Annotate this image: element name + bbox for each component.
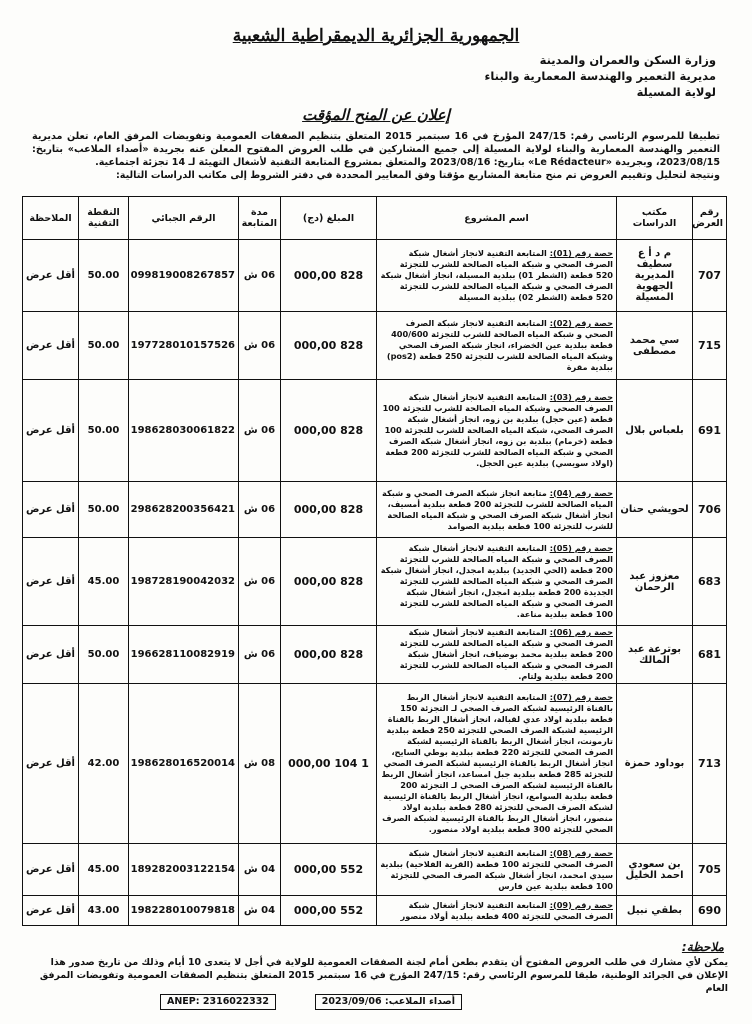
amount: 828 000,00 <box>281 538 377 626</box>
project-description <box>377 844 617 896</box>
offer-number: 715 <box>693 312 727 380</box>
lot-label: حصة رقم (09): <box>549 899 613 910</box>
lot-label: حصة رقم (05): <box>549 543 613 553</box>
remark: أقل عرض <box>23 626 79 684</box>
lot-label: حصة رقم (04): <box>549 487 613 498</box>
table-row <box>23 380 727 482</box>
project-text: المتابعة التقنية لانجاز أشغال الربط بالقناة الرئيسية لشبكة الصرف الصحي لـ التجزئة 150 قطعة ببلدية اولاد عدي لقبالة، انجاز أشغال الربط بالقناة الرئيسية لشبكة الصرف الصحي للتجزئة 250 قطعة ببلدية تارمونت، انجاز أشغال الربط بالقناة الرئيسية لشبكة الصرف الصحي للتجزئة 220 قطعة ببلدية بوطي السايح، انجاز أشغال الربط بالقناة الرئيسية لشبكة الصرف الصحي للتجزئة 285 قطعة ببلدية جبل امساعد، انجاز أشغال الربط بالقناة الرئيسية لشبكة الصرف الصحي لـ التجزئة 200 قطعة ببلدية السوامع، انجاز أشغال الربط بالقناة الرئيسية لشبكة الصرف الصحي للتجزئة 280 قطعة ببلدية اولاد منصور، انجاز أشغال الربط بالقناة الرئيسية لشبكة الصرف الصحي للتجزئة 300 قطعة ببلدية اولاد منصور. <box>381 692 613 834</box>
tax-id: 198728190042032 <box>129 538 239 626</box>
technical-score: 50.00 <box>79 482 129 538</box>
project-description <box>377 380 617 482</box>
office-name: بطقي نبيل <box>617 896 693 926</box>
technical-score: 45.00 <box>79 538 129 626</box>
directorate-line: مديرية التعمير والهندسة المعمارية والبناء <box>484 69 716 83</box>
duration: 06 ش <box>239 482 281 538</box>
table-row <box>23 240 727 312</box>
tax-id: 189282003122154 <box>129 844 239 896</box>
tax-id: 099819008267857 <box>129 240 239 312</box>
header-amount: المبلغ (دج) <box>281 197 377 240</box>
intro-paragraph-2: ونتيجة لتحليل وتقييم العروض تم منح متابعة المشاريع مؤقتا وفق المعايير المحددة في دفتر الشروط إلى مكاتب الدراسات التالية: <box>115 170 720 181</box>
lot-label: حصة رقم (03): <box>549 392 613 402</box>
duration: 04 ش <box>239 844 281 896</box>
duration: 06 ش <box>239 240 281 312</box>
lot-label: حصة رقم (02): <box>549 318 613 328</box>
project-description <box>377 896 617 926</box>
office-name: بوداود حمزة <box>617 684 693 844</box>
header-remark: الملاحظة <box>23 197 79 240</box>
project-text: متابعة انجاز شبكة الصرف الصحي و شبكة المياه الصالحة للشرب للتجزئة 200 قطعة ببلدية أمسيف، انجاز أشغال شبكة الصرف الصحي و شبكة المياه الصالحة للشرب للتجزئة 100 قطعة ببلدية الصوامد <box>382 487 613 531</box>
remark: أقل عرض <box>23 684 79 844</box>
table-header-row <box>23 197 727 240</box>
table-row <box>23 538 727 626</box>
amount: 552 000,00 <box>281 844 377 896</box>
tax-id: 197728010157526 <box>129 312 239 380</box>
project-description <box>377 538 617 626</box>
offer-number: 681 <box>693 626 727 684</box>
remark: أقل عرض <box>23 482 79 538</box>
notes-label: ملاحظة: <box>681 940 724 954</box>
lot-label: حصة رقم (01): <box>549 248 613 258</box>
ministry-line: وزارة السكن والعمران والمدينة <box>539 53 716 67</box>
technical-score: 50.00 <box>79 626 129 684</box>
technical-score: 50.00 <box>79 380 129 482</box>
office-name: معزوز عبد الرحمان <box>617 538 693 626</box>
table-row <box>23 896 727 926</box>
technical-score: 42.00 <box>79 684 129 844</box>
office-name: سي محمد مصطفى <box>617 312 693 380</box>
amount: 828 000,00 <box>281 626 377 684</box>
project-text: المتابعة التقنية لانجاز أشغال شبكة الصرف الصحي و شبكة المياه الصالحة للشرب للتجزئة 200 قطعة ببلدية محمد بوضياف، انجاز أشغال شبكة الصرف الصحي و شبكة المياه الصالحة للشرب للتجزئة 200 قطعة ببلدية ولتام. <box>399 627 613 681</box>
remark: أقل عرض <box>23 380 79 482</box>
tax-id: 196628110082919 <box>129 626 239 684</box>
table-row <box>23 312 727 380</box>
table-row <box>23 482 727 538</box>
amount: 828 000,00 <box>281 380 377 482</box>
remark: أقل عرض <box>23 312 79 380</box>
duration: 06 ش <box>239 626 281 684</box>
duration: 04 ش <box>239 896 281 926</box>
table-row <box>23 684 727 844</box>
offer-number: 713 <box>693 684 727 844</box>
project-text: المتابعة التقنية لانجاز شبكة الصرف الصحي و شبكة المياه الصالحة للشرب للتجزئة 400/600 قطعة ببلدية عين الخضراء، انجاز شبكة الصرف الصحي وشبكة المياه الصالحة للشرب للتجزئة 250 قطعة (pos2) ببلدية مقرة <box>386 318 613 372</box>
tax-id: 198628030061822 <box>129 380 239 482</box>
technical-score: 50.00 <box>79 240 129 312</box>
intro-block <box>32 130 720 182</box>
header-tax-id: الرقم الجبائي <box>129 197 239 240</box>
office-name: بلعباس بلال <box>617 380 693 482</box>
office-name: بوترعة عبد المالك <box>617 626 693 684</box>
header-score: النقطة التقنية <box>79 197 129 240</box>
amount: 1 104 000,00 <box>281 684 377 844</box>
offer-number: 690 <box>693 896 727 926</box>
duration: 06 ش <box>239 312 281 380</box>
lot-label: حصة رقم (06): <box>549 627 613 637</box>
remark: أقل عرض <box>23 896 79 926</box>
remark: أقل عرض <box>23 240 79 312</box>
project-text: المتابعة التقنية لانجاز أشغال شبكة الصرف الصحي و شبكة المياه الصالحة للشرب للتجزئة 520 قطعة (الشطر 01) ببلدية المسيلة، انجاز أشغال شبكة الصرف الصحي و شبكة المياه الصالحة للشرب للتجزئة 520 قطعة (الشطر 02) ببلدية المسيلة <box>380 248 613 302</box>
lot-label: حصة رقم (07): <box>549 692 613 702</box>
amount: 828 000,00 <box>281 240 377 312</box>
anep-reference: ANEP: 2316022332 <box>160 994 276 1010</box>
technical-score: 45.00 <box>79 844 129 896</box>
table-row <box>23 626 727 684</box>
office-name: بن سعودي احمد الخليل <box>617 844 693 896</box>
project-description <box>377 482 617 538</box>
offer-number: 705 <box>693 844 727 896</box>
lot-label: حصة رقم (08): <box>549 847 613 858</box>
technical-score: 43.00 <box>79 896 129 926</box>
project-description <box>377 684 617 844</box>
tax-id: 198228010079818 <box>129 896 239 926</box>
intro-paragraph-1: تطبيقا للمرسوم الرئاسي رقم: 247/15 المؤرخ في 16 سبتمبر 2015 المتعلق بتنظيم الصفقات العمومية وتفويضات المرفق العام، تعلن مديرية التعمير والهندسة المعمارية والبناء لولاية المسيلة إلى جميع المشاركين في طلب العروض المفتوح المعلن عنه بجريدة «أصداء الملاعب» بتاريخ: 2023/08/15، وبجريدة «Le Rédacteur» بتاريخ: 2023/08/16 والمتعلق بمشروع المتابعة التقنية لأشغال التهيئة لـ 14 تجزئة اجتماعية. <box>32 131 720 168</box>
offer-number: 691 <box>693 380 727 482</box>
project-text: المتابعة التقنية لانجاز أشغال شبكة الصرف الصحي للتجزئة 400 قطعة ببلدية أولاد منصور <box>400 899 613 921</box>
tax-id: 198628016520014 <box>129 684 239 844</box>
duration: 06 ش <box>239 538 281 626</box>
project-description <box>377 626 617 684</box>
ministry-block <box>316 52 716 100</box>
project-text: المتابعة التقنية لانجاز أشغال شبكة الصرف الصحي وشبكة المياه الصالحة للشرب للتجزئة 100 قطعة (عين حجل) ببلدية بن زوه، انجاز أشغال شبكة الصرف الصحي، شبكة المياه الصالحة للشرب للتجزئة 100 قطعة (خرمام) ببلدية بن زوه، انجاز أشغال شبكة الصرف الصحي و شبكة المياه الصالحة للشرب للتجزئة 200 قطعة (اولاد سويسي) ببلدية عين الحجل. <box>382 392 613 468</box>
project-description <box>377 240 617 312</box>
amount: 552 000,00 <box>281 896 377 926</box>
tax-id: 298628200356421 <box>129 482 239 538</box>
office-name: م د أ ع سطيف المديرية الجهوية المسيلة <box>617 240 693 312</box>
awards-table <box>22 196 727 926</box>
newspaper-footer: أصداء الملاعب: 2023/09/06 <box>315 994 462 1010</box>
duration: 08 ش <box>239 684 281 844</box>
duration: 06 ش <box>239 380 281 482</box>
table-row <box>23 844 727 896</box>
header-duration: مدة المتابعة <box>239 197 281 240</box>
notes-text: يمكن لأي مشارك في طلب العروض المفتوح أن يتقدم بطعن أمام لجنة الصفقات العمومية للولاية في أجل لا يتعدى 10 أيام وذلك من تاريخ صدور هذا الإعلان في الجرائد الوطنية، طبقا للمرسوم الرئاسي رقم: 247/15 المؤرخ في 16 سبتمبر 2015 المتعلق بتنظيم الصفقات العمومية وتفويضات المرفق العام <box>39 957 728 994</box>
remark: أقل عرض <box>23 538 79 626</box>
project-text: المتابعة التقنية لانجاز أشغال شبكة الصرف الصحي للتجزئة 100 قطعة (القرية الفلاحية) ببلدية سيدي امحمد، انجاز أشغال شبكة الصرف الصحي للتجزئة 100 قطعة ببلدية عين فارس <box>380 847 613 891</box>
amount: 828 000,00 <box>281 482 377 538</box>
technical-score: 50.00 <box>79 312 129 380</box>
header-project: اسم المشروع <box>377 197 617 240</box>
announcement-title: إعلان عن المنح المؤقت <box>302 106 450 124</box>
amount: 828 000,00 <box>281 312 377 380</box>
remark: أقل عرض <box>23 844 79 896</box>
offer-number: 707 <box>693 240 727 312</box>
office-name: لحويشي حنان <box>617 482 693 538</box>
offer-number: 683 <box>693 538 727 626</box>
header-office: مكتب الدراسات <box>617 197 693 240</box>
offer-number: 706 <box>693 482 727 538</box>
project-text: المتابعة التقنية لانجاز أشغال شبكة الصرف الصحي و شبكة المياه الصالحة للشرب للتجزئة 200 قطعة (الحي الجديد) ببلدية امجدل، انجاز أشغال شبكة الصرف الصحي و شبكة المياه الصالحة للشرب للتجزئة الجديدة 200 قطعة ببلدية امجدل، انجاز أشغال شبكة الصرف الصحي و شبكة المياه الصالحة للشرب للتجزئة 100 قطعة ببلدية مناعة. <box>380 543 613 619</box>
republic-title: الجمهورية الجزائرية الديمقراطية الشعبية <box>232 26 520 46</box>
wilaya-line: لولاية المسيلة <box>636 85 716 99</box>
project-description <box>377 312 617 380</box>
header-number: رقم العرض <box>693 197 727 240</box>
